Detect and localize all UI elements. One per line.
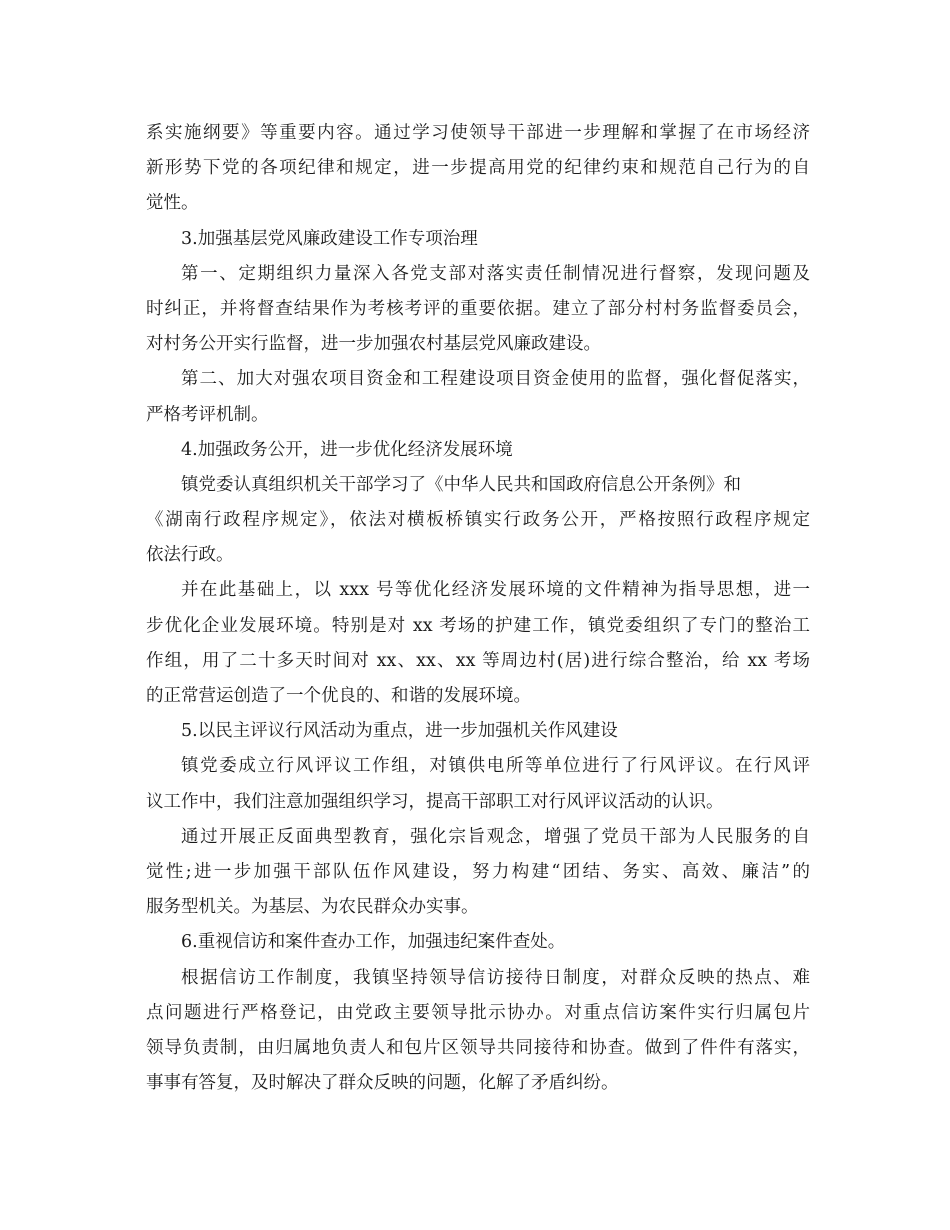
section-heading-6: 6.重视信访和案件查办工作，加强违纪案件查处。 <box>181 932 566 953</box>
paragraph-line: 事事有答复，及时解决了群众反映的问题，化解了矛盾纠纷。 <box>146 1073 619 1094</box>
paragraph-line: 镇党委认真组织机关干部学习了《中华人民共和国政府信息公开条例》和 <box>181 474 741 495</box>
section-heading-3: 3.加强基层党风廉政建设工作专项治理 <box>181 228 478 249</box>
paragraph-line: 第二、加大对强农项目资金和工程建设项目资金使用的监督，强化督促落实， <box>181 369 810 390</box>
document-body <box>146 116 810 1101</box>
paragraph-line: 并在此基础上，以 xxx 号等优化经济发展环境的文件精神为指导思想，进一 <box>181 580 810 601</box>
paragraph-line: 系实施纲要》等重要内容。通过学习使领导干部进一步理解和掌握了在市场经济 <box>146 123 810 143</box>
paragraph-line: 觉性。 <box>146 193 199 214</box>
paragraph-line: 议工作中，我们注意加强组织学习，提高干部职工对行风评议活动的认识。 <box>146 791 724 812</box>
section-heading-4: 4.加强政务公开，进一步优化经济发展环境 <box>181 439 513 460</box>
paragraph-line: 根据信访工作制度，我镇坚持领导信访接待日制度，对群众反映的热点、难 <box>181 967 810 988</box>
paragraph-line: 新形势下党的各项纪律和规定，进一步提高用党的纪律约束和规范自己行为的自 <box>146 158 810 179</box>
paragraph-line: 的正常营运创造了一个优良的、和谐的发展环境。 <box>146 686 531 706</box>
paragraph-line: 作组，用了二十多天时间对 xx、xx、xx 等周边村(居)进行综合整治，给 xx 考场 <box>146 650 810 671</box>
paragraph-line: 时纠正，并将督查结果作为考核考评的重要依据。建立了部分村村务监督委员会， <box>146 298 810 319</box>
paragraph-line: 通过开展正反面典型教育，强化宗旨观念，增强了党员干部为人民服务的自 <box>181 826 810 847</box>
paragraph-line: 严格考评机制。 <box>146 404 269 425</box>
paragraph-line: 点问题进行严格登记，由党政主要领导批示协办。对重点信访案件实行归属包片 <box>146 1002 810 1023</box>
paragraph-line: 服务型机关。为基层、为农民群众办实事。 <box>146 897 479 918</box>
paragraph-line: 步优化企业发展环境。特别是对 xx 考场的护建工作，镇党委组织了专门的整治工 <box>146 615 810 636</box>
paragraph-line: 觉性;进一步加强干部队伍作风建设，努力构建“团结、务实、高效、廉洁”的 <box>146 861 810 882</box>
paragraph-line: 镇党委成立行风评议工作组，对镇供电所等单位进行了行风评议。在行风评 <box>181 756 810 777</box>
paragraph-line: 依法行政。 <box>146 545 234 566</box>
section-heading-5: 5.以民主评议行风活动为重点，进一步加强机关作风建设 <box>181 721 618 742</box>
paragraph-line: 第一、定期组织力量深入各党支部对落实责任制情况进行督察，发现问题及 <box>181 263 810 284</box>
paragraph-line: 对村务公开实行监督，进一步加强农村基层党风廉政建设。 <box>146 334 601 355</box>
paragraph-line: 领导负责制，由归属地负责人和包片区领导共同接待和协查。做到了件件有落实， <box>146 1037 810 1058</box>
paragraph-line: 《湖南行政程序规定》，依法对横板桥镇实行政务公开，严格按照行政程序规定 <box>146 510 810 531</box>
